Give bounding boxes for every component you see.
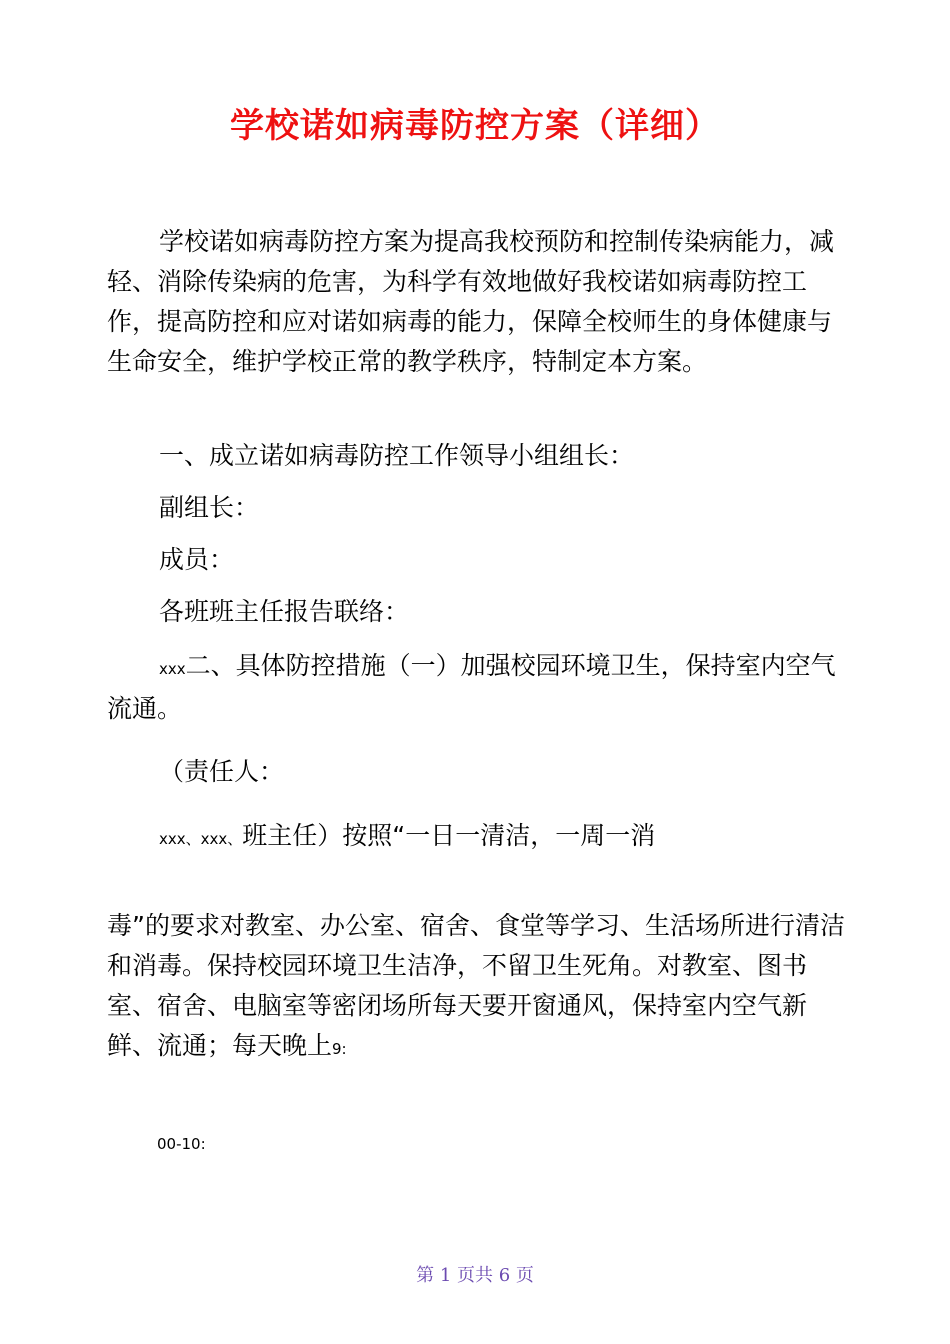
section2-prefix: xxx (159, 660, 186, 678)
responsible-label: （责任人： (159, 757, 285, 786)
cleaning-text: 毒”的要求对教室、办公室、宿舍、食堂等学习、生活场所进行清洁和消毒。保持校园环境卫生洁净，不留卫生死角。对教室、图书室、宿舍、电脑室等密闭场所每天要开窗通风，保持室内空气新鲜、流通；每天晚上 (107, 911, 845, 1060)
cleaning-paragraph (107, 906, 847, 1069)
responsible-names-prefix: xxx、xxx、 (159, 830, 243, 848)
responsible-names-rest: 班主任）按照“一日一清洁，一周一消 (242, 821, 656, 850)
time-fragment-2: 00-10: (157, 1135, 206, 1153)
intro-paragraph: 学校诺如病毒防控方案为提高我校预防和控制传染病能力，减轻、消除传染病的危害，为科学有效地做好我校诺如病毒防控工作，提高防控和应对诺如病毒的能力，保障全校师生的身体健康与生命安全，维护学校正常的教学秩序，特制定本方案。 (107, 227, 835, 376)
section2-text: 二、具体防控措施（一）加强校园环境卫生，保持室内空气流通。 (107, 651, 836, 723)
class-teachers-label: 各班班主任报告联络： (159, 597, 410, 626)
section2-paragraph (107, 646, 847, 729)
page-footer: 第 1 页共 6 页 (416, 1265, 534, 1286)
deputy-leader-label: 副组长： (159, 493, 260, 522)
document-title: 学校诺如病毒防控方案（详细） (230, 106, 720, 146)
time-fragment: 9: (332, 1040, 347, 1058)
section1-heading: 一、成立诺如病毒防控工作领导小组组长： (159, 441, 635, 470)
members-label: 成员： (159, 545, 235, 574)
responsible-names (107, 816, 847, 859)
